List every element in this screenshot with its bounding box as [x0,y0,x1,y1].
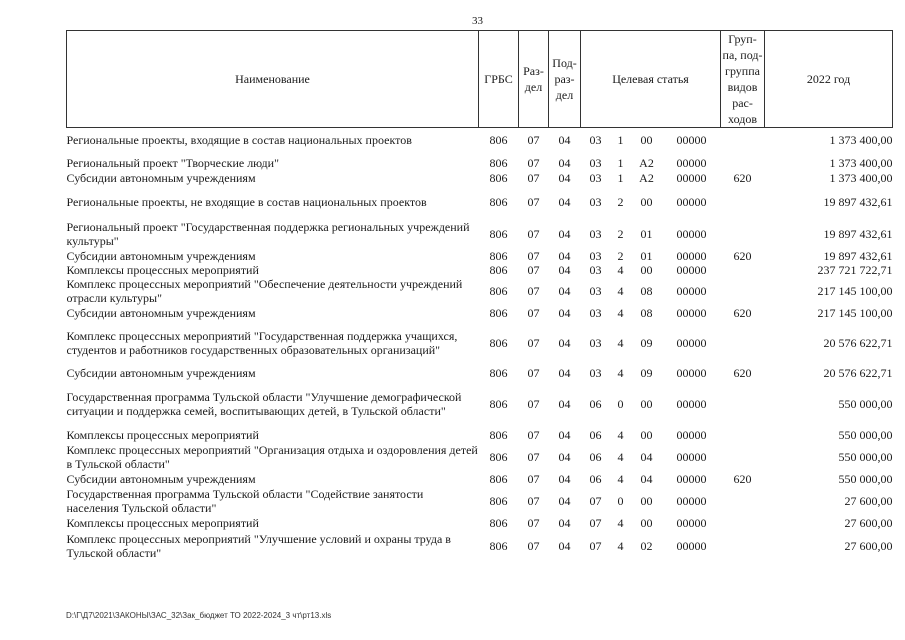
cell-t2: 4 [617,471,624,486]
cell-razdel: 07 [527,226,540,241]
table-body [67,128,893,561]
cell-t4: 00000 [676,365,707,380]
cell-grbs: 806 [489,449,508,464]
table-row [67,427,893,443]
cell-t2: 2 [617,194,624,209]
cell-t3: 00 [640,194,653,209]
page-number: 33 [472,15,483,27]
table-row [67,128,893,152]
cell-vr [721,155,765,171]
cell-grbs: 806 [489,305,508,320]
cell-name: Субсидии автономным учреждениям [66,471,256,486]
cell-t4: 00000 [676,283,707,298]
cell-t1: 03 [589,335,602,350]
cell-grbs: 806 [489,132,508,147]
cell-t3: 01 [640,226,653,241]
budget-table [66,30,893,561]
cell-t3: 09 [640,365,653,380]
cell-grbs: 806 [489,226,508,241]
header-celevaya: Целевая статья [581,31,721,128]
cell-razdel: 07 [527,493,540,508]
cell-grbs: 806 [489,335,508,350]
table-row [67,443,893,471]
cell-razdel: 07 [527,335,540,350]
cell-t1: 07 [589,538,602,553]
cell-grbs: 806 [489,155,508,170]
cell-t4: 00000 [676,305,707,320]
cell-podrazdel: 04 [558,132,571,147]
cell-vr: 620 [733,365,752,380]
cell-podrazdel: 04 [558,262,571,277]
table-row [67,515,893,531]
cell-t4: 00000 [676,471,707,486]
cell-vr [721,189,765,215]
cell-vr [721,531,765,561]
cell-t4: 00000 [676,538,707,553]
header-podrazdel: Под- раз- дел [549,31,581,128]
cell-podrazdel: 04 [558,248,571,263]
header-grbs: ГРБС [479,31,519,128]
cell-razdel: 07 [527,449,540,464]
cell-t4: 00000 [676,170,707,185]
cell-t2: 4 [617,335,624,350]
cell-t3: A2 [639,155,654,170]
cell-podrazdel: 04 [558,515,571,530]
cell-t3: 00 [640,427,653,442]
cell-razdel: 07 [527,248,540,263]
cell-name: Региональные проекты, входящие в состав национальных проектов [66,132,412,147]
cell-t1: 03 [589,262,602,277]
cell-t1: 06 [589,449,602,464]
cell-t1: 03 [589,155,602,170]
cell-razdel: 07 [527,283,540,298]
cell-grbs: 806 [489,248,508,263]
cell-t4: 00000 [676,493,707,508]
cell-name: Комплексы процессных мероприятий [66,515,259,530]
cell-grbs: 806 [489,283,508,298]
cell-razdel: 07 [527,515,540,530]
cell-t1: 06 [589,427,602,442]
cell-t3: 00 [640,132,653,147]
table-row [67,305,893,321]
cell-name: Региональные проекты, не входящие в состав национальных проектов [66,194,427,209]
cell-t2: 4 [617,538,624,553]
cell-vr [721,277,765,305]
cell-t2: 1 [617,170,624,185]
cell-t4: 00000 [676,396,707,411]
cell-vr [721,443,765,471]
cell-t2: 2 [617,226,624,241]
cell-amount: 550 000,00 [838,427,893,442]
cell-t4: 00000 [676,335,707,350]
cell-amount: 19 897 432,61 [823,248,893,263]
table-row [67,487,893,515]
cell-t3: 08 [640,283,653,298]
cell-amount: 27 600,00 [844,515,893,530]
cell-razdel: 07 [527,132,540,147]
cell-name: Субсидии автономным учреждениям [66,170,256,185]
cell-podrazdel: 04 [558,305,571,320]
cell-t2: 4 [617,262,624,277]
cell-t2: 4 [617,283,624,298]
cell-t2: 4 [617,427,624,442]
cell-t4: 00000 [676,515,707,530]
table-header [67,31,893,128]
cell-name: Региональный проект "Государственная поддержка региональных учреждений культуры" [66,219,470,248]
cell-grbs: 806 [489,427,508,442]
table-row [67,249,893,263]
table-row [67,171,893,185]
cell-grbs: 806 [489,471,508,486]
cell-amount: 27 600,00 [844,493,893,508]
cell-amount: 27 600,00 [844,538,893,553]
cell-t3: 04 [640,471,653,486]
cell-amount: 217 145 100,00 [817,283,893,298]
cell-name: Государственная программа Тульской области "Улучшение демографической ситуации и поддержка семей, воспитывающих детей, в Тульской области" [66,389,462,418]
cell-name: Региональный проект "Творческие люди" [66,155,279,170]
cell-t2: 4 [617,449,624,464]
cell-t1: 03 [589,283,602,298]
cell-t2: 1 [617,132,624,147]
cell-t1: 03 [589,365,602,380]
table-row [67,277,893,305]
table-row [67,189,893,215]
cell-t1: 03 [589,305,602,320]
cell-razdel: 07 [527,194,540,209]
cell-grbs: 806 [489,170,508,185]
cell-t3: 00 [640,396,653,411]
cell-amount: 550 000,00 [838,471,893,486]
cell-t4: 00000 [676,132,707,147]
cell-podrazdel: 04 [558,155,571,170]
cell-amount: 20 576 622,71 [823,335,893,350]
cell-name: Комплекс процессных мероприятий "Государственная поддержка учащихся, студентов и работников государственных образовательных организаций" [66,328,458,357]
cell-name: Государственная программа Тульской области "Содействие занятости населения Тульской области" [66,486,424,515]
cell-t1: 03 [589,226,602,241]
cell-grbs: 806 [489,262,508,277]
cell-t1: 06 [589,471,602,486]
cell-t4: 00000 [676,262,707,277]
cell-name: Комплекс процессных мероприятий "Организация отдыха и оздоровления детей в Тульской области" [66,442,478,471]
cell-vr: 620 [733,248,752,263]
cell-t2: 2 [617,248,624,263]
cell-t1: 03 [589,248,602,263]
cell-t4: 00000 [676,226,707,241]
cell-razdel: 07 [527,305,540,320]
cell-podrazdel: 04 [558,194,571,209]
cell-t4: 00000 [676,427,707,442]
cell-name: Комплексы процессных мероприятий [66,262,259,277]
cell-t1: 03 [589,194,602,209]
cell-t4: 00000 [676,194,707,209]
cell-grbs: 806 [489,538,508,553]
cell-razdel: 07 [527,427,540,442]
cell-razdel: 07 [527,396,540,411]
cell-name: Субсидии автономным учреждениям [66,305,256,320]
cell-podrazdel: 04 [558,471,571,486]
cell-name: Субсидии автономным учреждениям [66,248,256,263]
cell-amount: 217 145 100,00 [817,305,893,320]
cell-t4: 00000 [676,449,707,464]
cell-t2: 0 [617,396,624,411]
cell-vr [721,263,765,277]
table-row [67,155,893,171]
cell-t3: 01 [640,248,653,263]
table-row [67,219,893,249]
cell-grbs: 806 [489,365,508,380]
cell-amount: 19 897 432,61 [823,226,893,241]
cell-podrazdel: 04 [558,449,571,464]
cell-t2: 0 [617,493,624,508]
cell-vr: 620 [733,471,752,486]
table-row [67,263,893,277]
header-name: Наименование [67,31,479,128]
cell-t1: 03 [589,170,602,185]
cell-podrazdel: 04 [558,396,571,411]
cell-amount: 1 373 400,00 [829,132,893,147]
cell-t3: 00 [640,493,653,508]
cell-name: Субсидии автономным учреждениям [66,365,256,380]
cell-vr [721,427,765,443]
cell-vr [721,381,765,427]
header-year: 2022 год [765,31,893,128]
cell-t2: 1 [617,155,624,170]
cell-t3: 00 [640,262,653,277]
cell-t2: 4 [617,305,624,320]
cell-vr [721,219,765,249]
cell-t1: 07 [589,493,602,508]
cell-name: Комплекс процессных мероприятий "Обеспечение деятельности учреждений отрасли культуры" [66,276,463,305]
cell-podrazdel: 04 [558,170,571,185]
cell-vr [721,487,765,515]
cell-amount: 550 000,00 [838,449,893,464]
cell-vr [721,321,765,365]
cell-vr: 620 [733,305,752,320]
cell-amount: 550 000,00 [838,396,893,411]
cell-podrazdel: 04 [558,365,571,380]
cell-amount: 19 897 432,61 [823,194,893,209]
cell-grbs: 806 [489,194,508,209]
cell-podrazdel: 04 [558,283,571,298]
footer-file-path: D:\Г\Д7\2021\ЗАКОНЫ\ЗАС_32\Зак_бюджет ТО 2022-2024_3 чт\рт13.xls [66,611,332,620]
cell-grbs: 806 [489,515,508,530]
cell-vr [721,128,765,152]
cell-t3: 09 [640,335,653,350]
cell-name: Комплекс процессных мероприятий "Улучшение условий и охраны труда в Тульской области" [66,531,451,560]
cell-t1: 03 [589,132,602,147]
cell-grbs: 806 [489,396,508,411]
cell-t1: 07 [589,515,602,530]
cell-podrazdel: 04 [558,335,571,350]
table-row [67,381,893,427]
cell-t3: A2 [639,170,654,185]
cell-t2: 4 [617,515,624,530]
cell-razdel: 07 [527,170,540,185]
cell-razdel: 07 [527,365,540,380]
cell-t3: 02 [640,538,653,553]
cell-razdel: 07 [527,538,540,553]
table-row [67,321,893,365]
cell-name: Комплексы процессных мероприятий [66,427,259,442]
cell-t4: 00000 [676,155,707,170]
table-row [67,531,893,561]
cell-amount: 1 373 400,00 [829,155,893,170]
cell-t3: 08 [640,305,653,320]
cell-amount: 237 721 722,71 [817,262,893,277]
header-gruppa: Груп- па, под- группа видов рас- ходов [721,31,765,128]
cell-t4: 00000 [676,248,707,263]
cell-t1: 06 [589,396,602,411]
cell-podrazdel: 04 [558,493,571,508]
cell-amount: 20 576 622,71 [823,365,893,380]
cell-vr: 620 [733,170,752,185]
cell-podrazdel: 04 [558,427,571,442]
cell-podrazdel: 04 [558,226,571,241]
cell-razdel: 07 [527,155,540,170]
cell-podrazdel: 04 [558,538,571,553]
cell-t3: 00 [640,515,653,530]
cell-grbs: 806 [489,493,508,508]
cell-vr [721,515,765,531]
cell-t3: 04 [640,449,653,464]
table-row [67,471,893,487]
cell-razdel: 07 [527,471,540,486]
cell-razdel: 07 [527,262,540,277]
header-razdel: Раз- дел [519,31,549,128]
cell-t2: 4 [617,365,624,380]
cell-amount: 1 373 400,00 [829,170,893,185]
table-row [67,365,893,381]
